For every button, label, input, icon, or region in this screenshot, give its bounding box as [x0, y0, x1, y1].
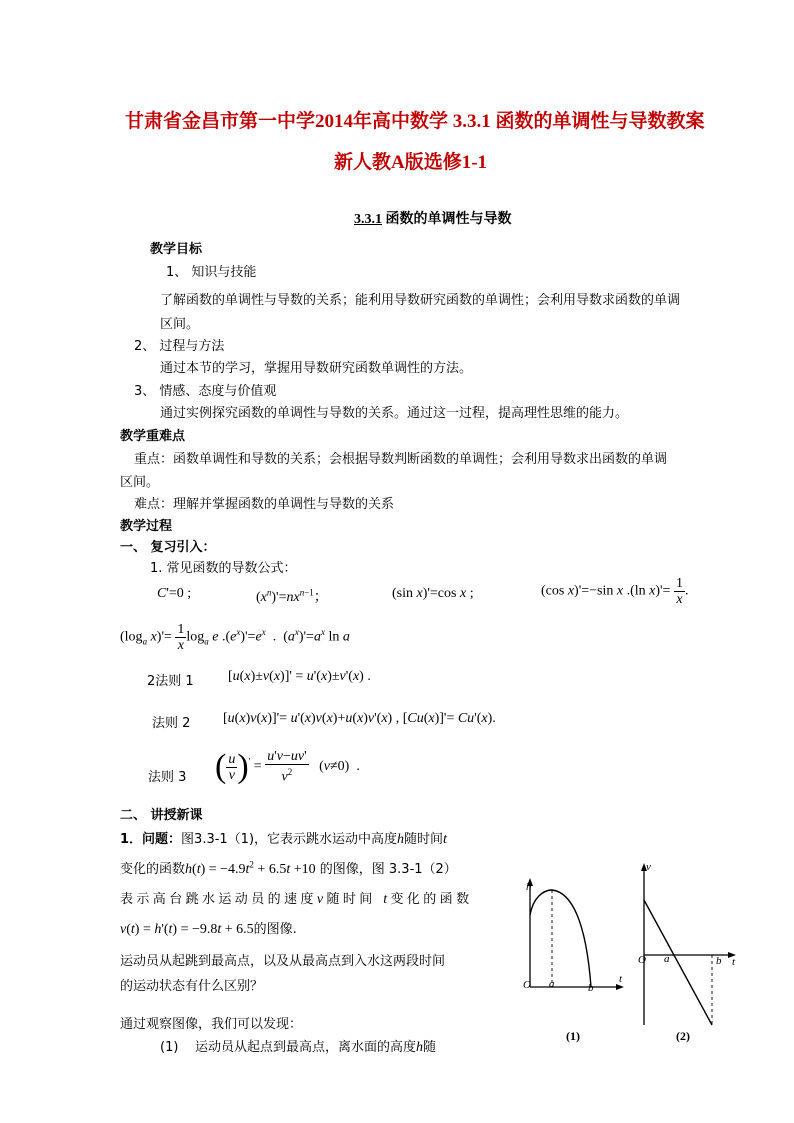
- formula-constant: C'=0 ;: [157, 586, 192, 601]
- fig2-mark-a: a: [664, 953, 670, 965]
- goal-item-1-text-b: 区间。: [160, 317, 200, 332]
- rule1-label: 2法则 1: [147, 674, 194, 689]
- observation-1-number: (1): [160, 1040, 179, 1055]
- figure-1-caption: (1): [566, 1029, 580, 1043]
- part2-heading: 二、 讲授新课: [120, 808, 203, 823]
- figure-2-velocity-graph: [620, 855, 750, 1055]
- rule2-label: 法则 2: [152, 716, 191, 731]
- formula-cos-ln: (cos x)'=−sin x .(ln x)'= $\frac{1}{x}$ .: [541, 576, 689, 607]
- section-title: [354, 208, 512, 228]
- question-line3-b: 随时间: [326, 892, 376, 907]
- observation-1-text: 运动员从起点到最高点，离水面的高度: [194, 1040, 416, 1055]
- question-label: 1．问题：: [120, 832, 182, 847]
- question-line1-text: 图3.3-1（1)，它表示跳水运动中高度: [181, 832, 398, 847]
- question-line2-a: 变化的函数: [120, 862, 186, 877]
- question-line5: 运动员从起跳到最高点，以及从最高点到入水这两段时间: [120, 954, 446, 969]
- question-line4-b: 的图像.: [253, 922, 297, 937]
- keypoints-heading: 教学重难点: [120, 429, 186, 444]
- question-line3-a: 表示高台跳水运动员的速度: [120, 892, 317, 907]
- section-number: 3.3.1: [354, 212, 382, 227]
- rule3-label: 法则 3: [148, 770, 187, 785]
- observation-1-tail: 随: [422, 1040, 436, 1055]
- rule2-formula: [u(x)v(x)]'= u'(x)v(x)+u(x)v'(x) , [Cu(x)]'= Cu'(x).: [223, 711, 496, 726]
- document-title-line2: 新人教A版选修1-1: [334, 152, 488, 173]
- process-heading: 教学过程: [120, 519, 173, 534]
- fig1-origin-label: O: [523, 979, 531, 991]
- question-line6: 的运动状态有什么区别？: [120, 979, 264, 994]
- goal-item-1-text-a: 了解函数的单调性与导数的关系；能利用导数研究函数的单调性；会利用导数求函数的单调: [160, 293, 681, 308]
- question-line2-b: 的图像，图 3.3-1（2）: [319, 862, 457, 877]
- fig2-axis-x-label: t: [732, 956, 736, 968]
- keypoints-difficulty: 难点：理解并掌握函数的单调性与导数的关系: [134, 497, 395, 512]
- formula-sin: (sin x)'=cos x ;: [392, 586, 474, 601]
- question-line1-tail: 随时间: [404, 832, 444, 847]
- observation-1: (1) 运动员从起点到最高点，离水面的高度h随: [160, 1040, 436, 1055]
- fig2-origin-label: O: [638, 954, 646, 966]
- fig1-axis-x-label: t: [619, 973, 623, 985]
- goals-heading: 教学目标: [150, 242, 203, 257]
- formula-power: $(x^n)'=nx^{n-1}$；: [256, 587, 328, 605]
- fig1-axis-y-label: h: [526, 881, 532, 893]
- fig1-mark-b: b: [588, 982, 594, 994]
- rule3-formula: ( $\frac{u}{v}$ )' = $\frac{u'v-uv'}{v^2}$ (v≠0) .: [215, 748, 360, 785]
- fig2-mark-b: b: [716, 955, 722, 967]
- goal-item-3: 3、 情感、态度与价值观: [134, 384, 277, 399]
- fig2-axis-y-label: v: [646, 861, 651, 873]
- figure-1-height-graph: [508, 870, 638, 1050]
- part1-heading: 一、 复习引入：: [120, 540, 216, 555]
- question-line4: v(t) = h'(t) = −9.8t + 6.5的图像.: [120, 922, 297, 937]
- document-title-line1: 甘肃省金昌市第一中学2014年高中数学 3.3.1 函数的单调性与导数教案: [125, 111, 705, 132]
- question-line1: 1．问题：图3.3-1（1)，它表示跳水运动中高度h随时间t: [120, 832, 447, 847]
- keypoints-focus-a: 重点：函数单调性和导数的关系；会根据导数判断函数的单调性；会利用导数求出函数的单调: [134, 452, 668, 467]
- section-name: 函数的单调性与导数: [385, 212, 512, 227]
- question-line3: 表示高台跳水运动员的速度v随时间 t变化的函数: [120, 892, 473, 907]
- observe-intro: 通过观察图像，我们可以发现：: [120, 1017, 303, 1032]
- goal-item-3-text: 通过实例探究函数的单调性与导数的关系。通过这一过程，提高理性思维的能力。: [160, 406, 629, 421]
- question-line3-c: 变化的函数: [390, 892, 473, 907]
- rule1-formula: [u(x)±v(x)]' = u'(x)±v'(x) .: [228, 669, 371, 684]
- question-line2: 变化的函数$h(t) = -4.9t^2 + 6.5t +10$ 的图像，图 3.3-1（2）: [120, 859, 457, 877]
- goal-item-2-text: 通过本节的学习，掌握用导数研究函数单调性的方法。: [160, 361, 473, 376]
- formula-log-exp: ($\log_a$ x)'= $\frac{1}{x}$ $\log_a e$ $.(e^x)'=e^x$ . $(a^x)'=a^x$ ln a: [120, 622, 350, 653]
- keypoints-focus-b: 区间。: [120, 475, 160, 490]
- goal-item-2: 2、 过程与方法: [134, 339, 225, 354]
- fig1-mark-a: a: [549, 978, 555, 990]
- figure-2-caption: (2): [676, 1029, 690, 1043]
- formulas-intro: 1. 常见函数的导数公式：: [150, 561, 297, 576]
- goal-item-1: 1、 知识与技能: [166, 265, 257, 280]
